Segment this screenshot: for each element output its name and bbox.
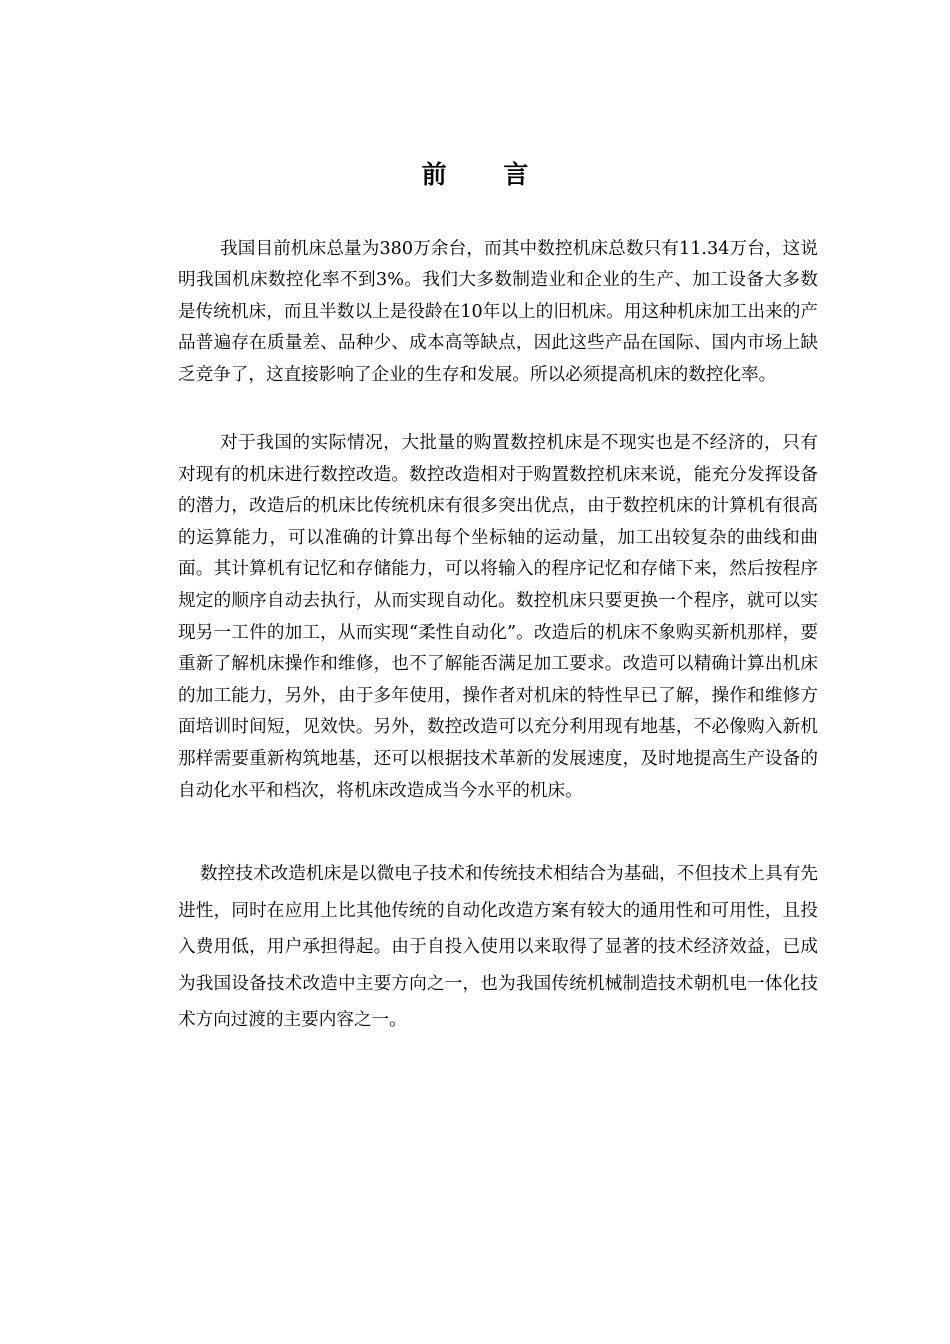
paragraph-2: 对于我国的实际情况，大批量的购置数控机床是不现实也是不经济的，只有对现有的机床进行数控改造。数控改造相对于购置数控机床来说，能充分发挥设备的潜力，改造后的机床比传统机床有很多突出优点，由于数控机床的计算机有很高的运算能力，可以准确的计算出每个坐标轴的运动量，加工出较复杂的曲线和曲面。其计算机有记忆和存储能力，可以将输入的程序记忆和存储下来，然后按程序规定的顺序自动去执行，从而实现自动化。数控机床只要更换一个程序，就可以实现另一工件的加工，从而实现“柔性自动化”。改造后的机床不象购买新机那样，要重新了解机床操作和维修，也不了解能否满足加工要求。改造可以精确计算出机床的加工能力，另外，由于多年使用，操作者对机床的特性早已了解，操作和维修方面培训时间短，见效快。另外，数控改造可以充分利用现有地基，不必像购入新机那样需要重新构筑地基，还可以根据技术革新的发展速度，及时地提高生产设备的自动化水平和档次，将机床改造成当今水平的机床。: [178, 433, 818, 801]
paragraph-1: 我国目前机床总量为380万余台，而其中数控机床总数只有11.34万台，这说明我国机床数控化率不到3%。我们大多数制造业和企业的生产、加工设备大多数是传统机床，而且半数以上是役龄在10年以上的旧机床。用这种机床加工出来的产品普遍存在质量差、品种少、成本高等缺点，因此这些产品在国际、国内市场上缺乏竞争了，这直接影响了企业的生存和发展。所以必须提高机床的数控化率。: [178, 239, 818, 385]
paragraph-3: 数控技术改造机床是以微电子技术和传统技术相结合为基础，不但技术上具有先进性，同时在应用上比其他传统的自动化改造方案有较大的通用性和可用性，且投入费用低，用户承担得起。由于自投入使用以来取得了显著的技术经济效益，已成为我国设备技术改造中主要方向之一，也为我国传统机械制造技术朝机电一体化技术方向过渡的主要内容之一。: [178, 864, 818, 1031]
page-title: 前 言: [421, 160, 553, 189]
